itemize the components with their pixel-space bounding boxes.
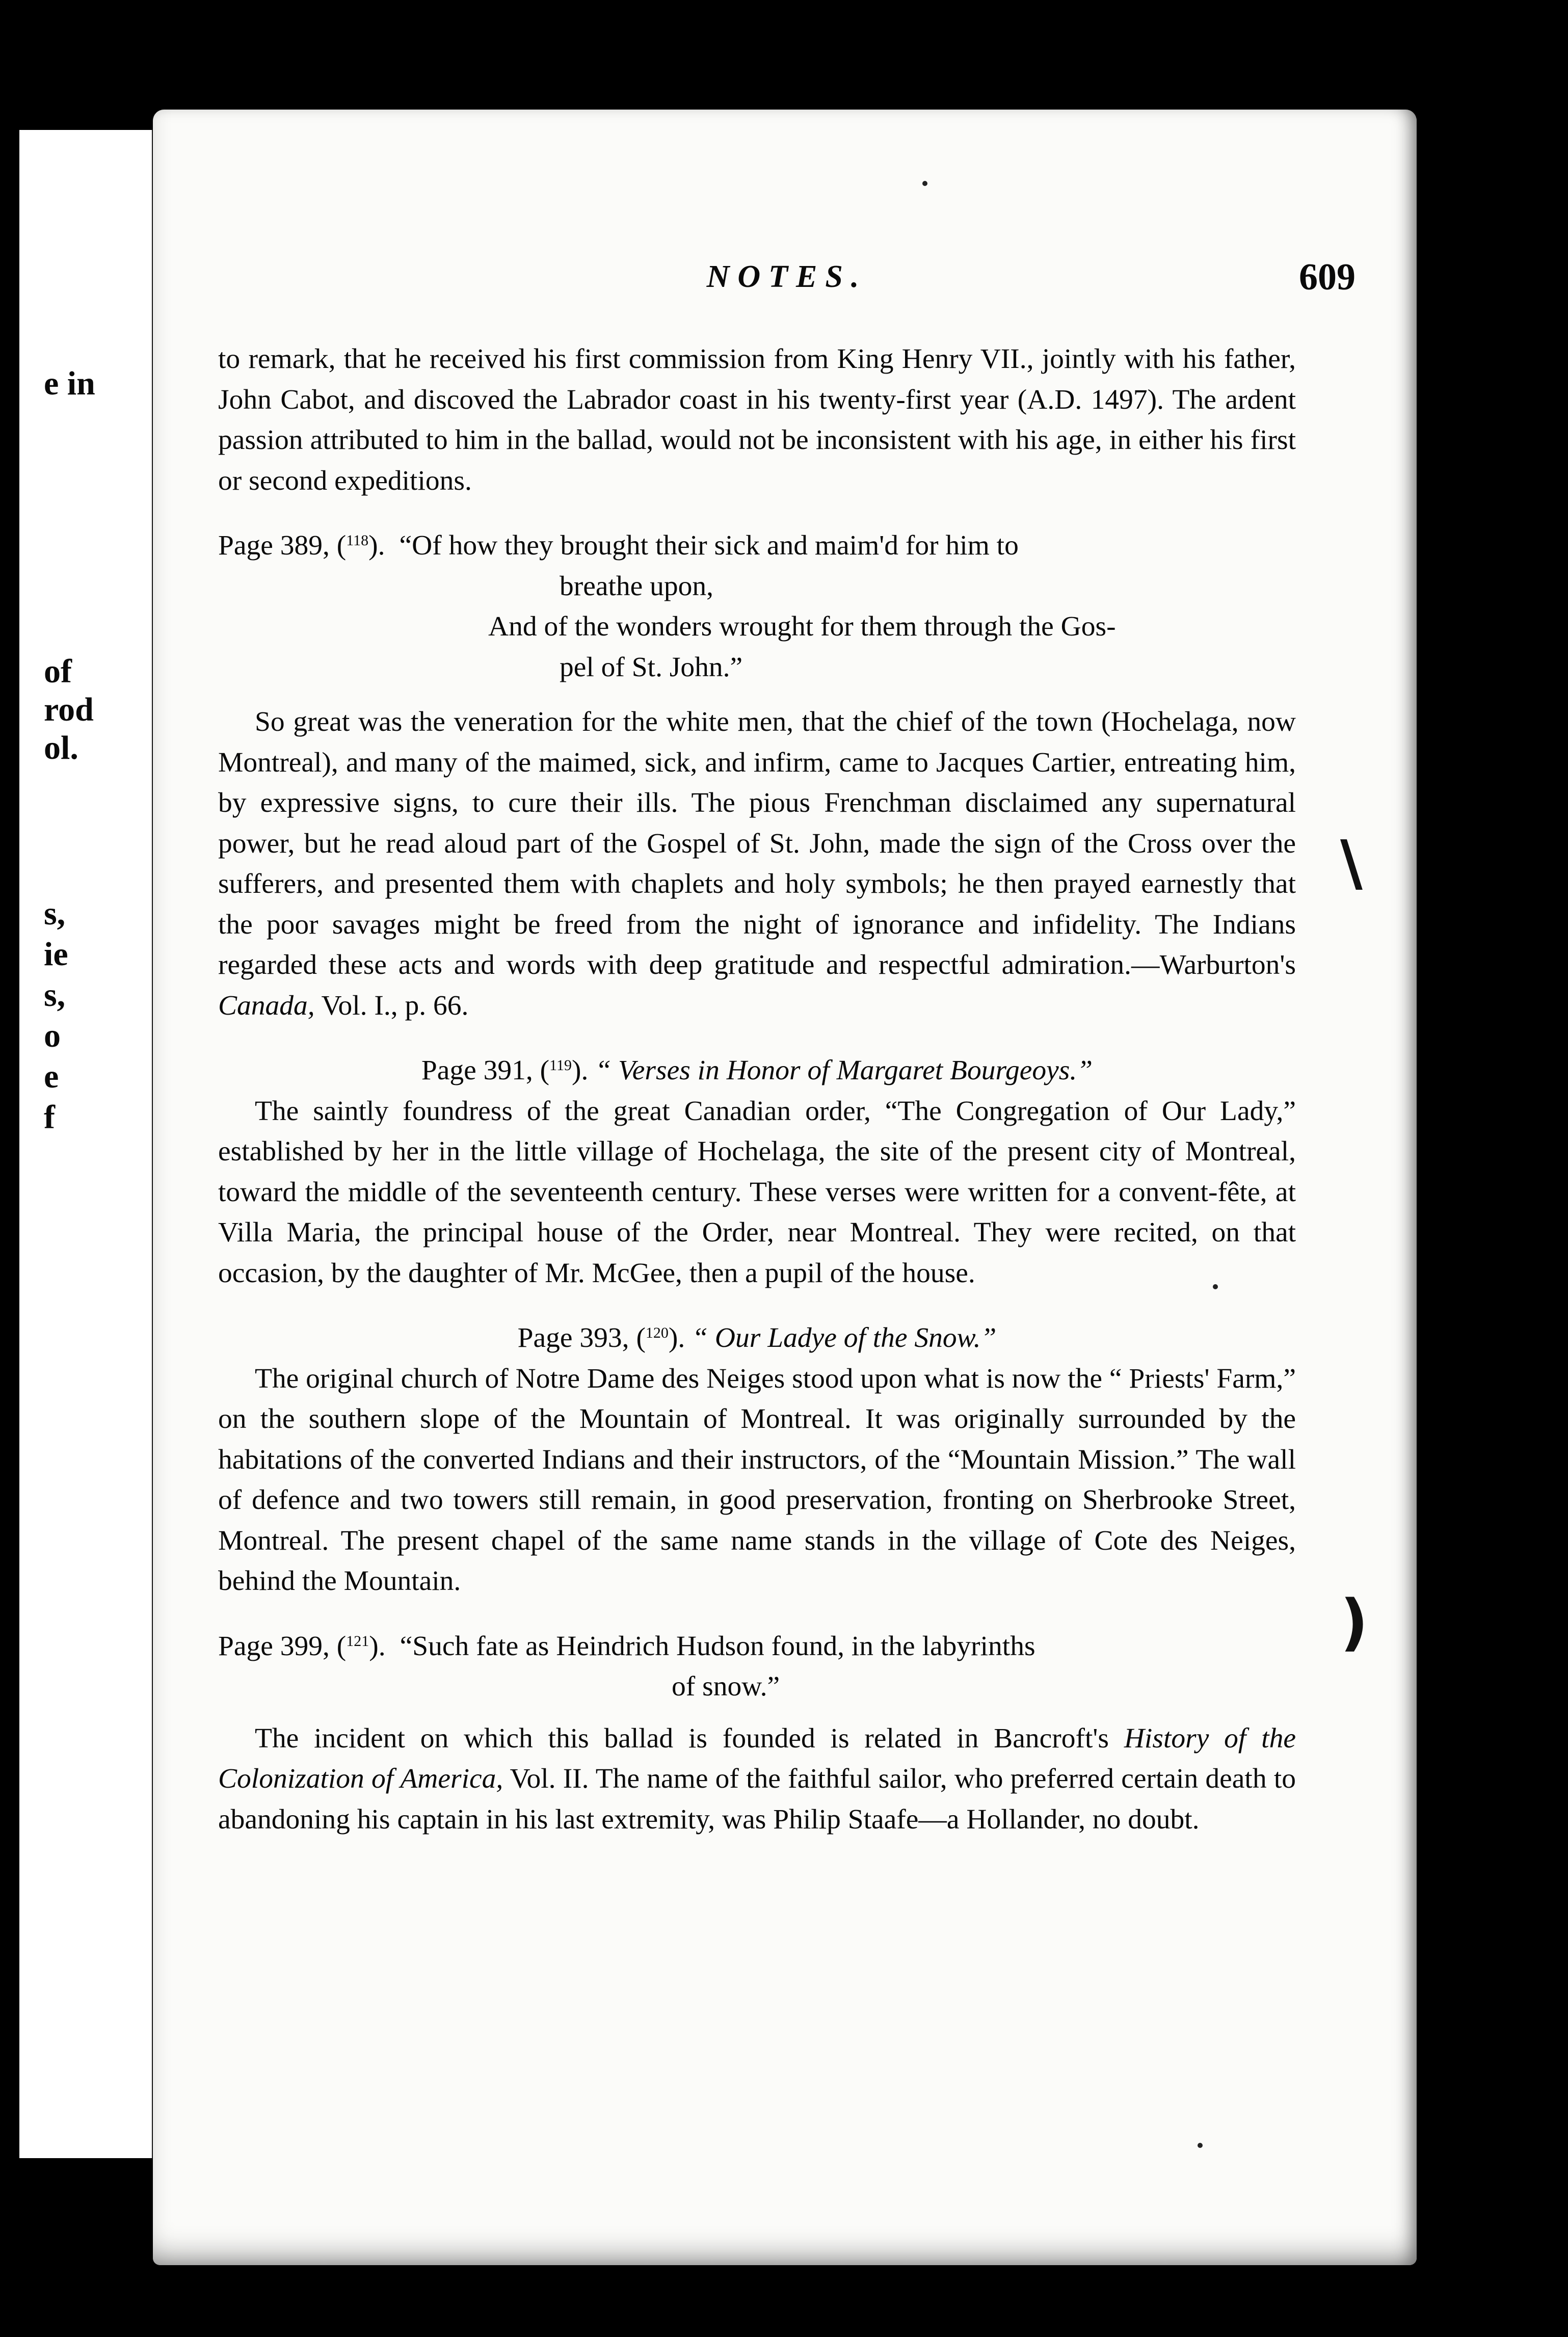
note-119-page-ref: Page 391, [421,1055,533,1086]
note-118-quote-line-3: And of the wonders wrought for them through the Gos- [488,611,1116,642]
margin-check-mark: \ [1340,828,1363,899]
note-119-body: The saintly foundress of the great Canadian order, “The Congregation of Our Lady,” established by her in the little village of Hochelaga, the site of the present city of Montreal, toward the middle of the seventeenth century. These verses were written for a convent-fête, at Villa Maria, the principal house of the Order, near Montreal. They were recited, on that occasion, by the daughter of Mr. McGee, then a pupil of the house. [218,1095,1296,1289]
adjacent-page-fragment: f [44,1099,55,1136]
note-120-number: 120 [645,1324,669,1341]
note-121-body: The incident on which this ballad is founded is related in Bancroft's History of the Colonization of America, Vol. II. The name of the faithful sailor, who preferred certain death to abandoning his captain in his last extremity, was Philip Staafe—a Hollander, no doubt. [218,1722,1296,1835]
adjacent-page-fragment: o [44,1017,61,1054]
page-number: 609 [1299,256,1356,298]
running-head: NOTES. [706,259,867,294]
note-119-heading: Page 391, ($^{119}$). “ Verses in Honor of Margaret Bourgeoys.” [421,1055,1093,1086]
note-118-ref-line: Page 389, ($^{118}$). “Of how they brought their sick and maim'd for him to [218,525,1296,566]
ink-speck [922,181,927,186]
adjacent-page-fragment: s, [44,895,66,932]
note-119-number: 119 [549,1057,572,1074]
note-118-quote-line-2: breathe upon, [560,570,714,602]
note-118-quote [218,525,1296,687]
note-121-quote-line-2: of snow.” [672,1671,780,1702]
ink-speck [1198,2143,1203,2148]
adjacent-page-fragment: e [44,1058,59,1095]
note-119-title: “ Verses in Honor of Margaret Bourgeoys.” [595,1055,1093,1086]
note-118-quote-line-1: “Of how they brought their sick and maim'd for him to [399,530,1019,561]
note-118-quote-line-4: pel of St. John.” [560,651,743,683]
ink-speck [1213,1284,1218,1289]
adjacent-page-fragment: ol. [44,729,78,766]
note-120-page-ref: Page 393, [517,1322,629,1353]
note-121-number: 121 [346,1632,369,1650]
note-118-source-title: Canada, [218,990,315,1021]
note-120-heading: Page 393, ($^{120}$). “ Our Ladye of the Snow.” [517,1322,997,1353]
page-header [218,256,1356,315]
continued-paragraph: to remark, that he received his first commission from King Henry VII., jointly with his father, John Cabot, and discoved the Labrador coast in his twenty-first year (A.D. 1497). The ardent passion attributed to him in the ballad, would not be inconsistent with his age, in either his first or second expeditions. [218,343,1296,496]
note-121-source-title: History of the Colonization of America, [218,1722,1296,1794]
note-121-quote [218,1626,1296,1707]
note-121-quote-line-1: “Such fate as Heindrich Hudson found, in the labyrinths [400,1630,1035,1662]
note-118-number: 118 [346,532,369,549]
adjacent-page-fragment: s, [44,976,66,1014]
margin-check-mark: ) [1340,1587,1368,1658]
page-content [218,339,1296,1840]
adjacent-page-fragment: e in [44,365,95,402]
adjacent-page-fragment: ie [44,936,68,973]
book-page [153,110,1417,2265]
note-118-body: So great was the veneration for the white men, that the chief of the town (Hochelaga, now Montreal), and many of the maimed, sick, and infirm, came to Jacques Cartier, entreating him, by expressive signs, to cure their ills. The pious Frenchman disclaimed any supernatural power, but he read aloud part of the Gospel of St. John, made the sign of the Cross over the sufferers, and presented them with chaplets and holy symbols; he then prayed earnestly that the poor savages might be freed from the night of ignorance and infidelity. The Indians regarded these acts and words with deep gratitude and respectful admiration.—Warburton's Canada, Vol. I., p. 66. [218,706,1296,1021]
adjacent-page-strip [19,130,159,2158]
note-120-title: “ Our Ladye of the Snow.” [692,1322,997,1353]
note-121-ref-line: Page 399, ($^{121}$). “Such fate as Heindrich Hudson found, in the labyrinths [218,1626,1296,1667]
adjacent-page-fragment: of [44,653,72,690]
adjacent-page-fragment: rod [44,691,94,728]
note-120-body: The original church of Notre Dame des Neiges stood upon what is now the “ Priests' Farm,” on the southern slope of the Mountain of Montreal. It was originally surrounded by the habitations of the converted Indians and their instructors, of the “Mountain Mission.” The wall of defence and two towers still remain, in good preservation, fronting on Sherbrooke Street, Montreal. The present chapel of the same name stands in the village of Cote des Neiges, behind the Mountain. [218,1363,1296,1597]
note-118-page-ref: Page 389, [218,530,330,561]
note-121-page-ref: Page 399, [218,1630,330,1662]
